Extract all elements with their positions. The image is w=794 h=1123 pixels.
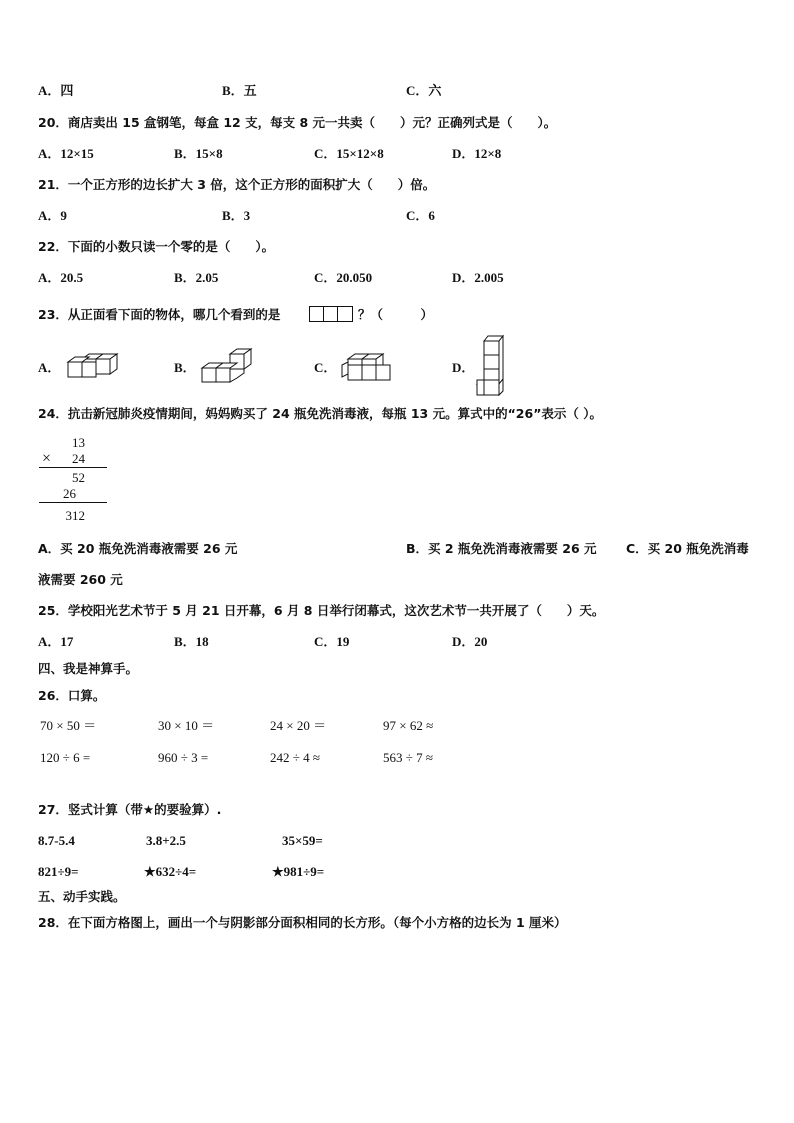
q24-option-b: B．买 2 瓶免洗消毒液需要 26 元 [406, 541, 597, 556]
q27-item-4: 821÷9= [38, 864, 79, 879]
q23-figure-b [200, 348, 252, 384]
q20-option-c: C．15×12×8 [314, 146, 384, 161]
q23-stem-answer: ？（ ） [358, 307, 434, 322]
q27-item-5: ★632÷4= [144, 864, 197, 879]
q21-option-a: A．9 [38, 208, 67, 223]
q24-rule-1 [39, 467, 107, 468]
q26-item-1: 70 × 50 ＝ [40, 718, 97, 733]
q23-figure-a [62, 353, 122, 383]
q22-option-d: D．2.005 [452, 270, 504, 285]
section-5-heading: 五、动手实践。 [38, 889, 126, 904]
three-squares-front-view [309, 306, 355, 323]
q21-stem: 21．一个正方形的边长扩大 3 倍，这个正方形的面积扩大（ ）倍。 [38, 177, 436, 192]
q22-option-a: A．20.5 [38, 270, 84, 285]
q24-rule-2 [39, 502, 107, 503]
q26-item-8: 563 ÷ 7 ≈ [383, 750, 434, 765]
q19-option-b: B．五 [222, 83, 257, 98]
q24-option-c-wrap: 液需要 260 元 [38, 572, 123, 587]
q20-stem: 20．商店卖出 15 盒钢笔，每盒 12 支，每支 8 元一共卖（ ）元？正确列式是（ ）。 [38, 115, 557, 130]
q25-option-c: C．19 [314, 634, 350, 649]
q23-option-a: A． [38, 360, 61, 375]
q24-partial-1: 52 [72, 470, 85, 485]
q20-option-b: B．15×8 [174, 146, 223, 161]
q26-item-6: 960 ÷ 3 = [158, 750, 209, 765]
q24-result: 312 [65, 508, 85, 523]
q24-stem: 24．抗击新冠肺炎疫情期间，妈妈购买了 24 瓶免洗消毒液，每瓶 13 元。算式中的“26”表示（ ）。 [38, 406, 603, 421]
q24-vertical-bottom: 24 [72, 451, 85, 466]
q24-partial-2: 26 [63, 486, 76, 501]
q23-option-c: C． [314, 360, 337, 375]
q28-stem: 28．在下面方格图上，画出一个与阴影部分面积相同的长方形。（每个小方格的边长为 1 厘米） [38, 915, 567, 930]
q24-option-a: A．买 20 瓶免洗消毒液需要 26 元 [38, 541, 238, 556]
q25-option-a: A．17 [38, 634, 74, 649]
q22-stem: 22．下面的小数只读一个零的是（ ）。 [38, 239, 275, 254]
q19-option-a: A．四 [38, 83, 74, 98]
q23-stem: 23．从正面看下面的物体，哪几个看到的是 [38, 307, 281, 322]
q24-vertical-top: 13 [72, 435, 85, 450]
q27-item-6: ★981÷9= [272, 864, 325, 879]
q23-option-d: D． [452, 360, 475, 375]
q21-option-b: B．3 [222, 208, 251, 223]
q27-item-1: 8.7-5.4 [38, 833, 75, 848]
q25-stem: 25．学校阳光艺术节于 5 月 21 日开幕，6 月 8 日举行闭幕式，这次艺术节一共开展了（ ）天。 [38, 603, 605, 618]
q20-option-d: D．12×8 [452, 146, 502, 161]
q23-figure-d [474, 335, 508, 397]
q27-item-3: 35×59= [282, 833, 323, 848]
q26-item-4: 97 × 62 ≈ [383, 718, 434, 733]
q25-option-d: D．20 [452, 634, 488, 649]
q20-option-a: A．12×15 [38, 146, 94, 161]
q24-option-c: C．买 20 瓶免洗消毒 [626, 541, 749, 556]
q19-option-c: C．六 [406, 83, 442, 98]
q26-stem: 26．口算。 [38, 688, 106, 703]
q25-option-b: B．18 [174, 634, 209, 649]
q22-option-c: C．20.050 [314, 270, 373, 285]
q23-option-b: B． [174, 360, 196, 375]
q26-item-2: 30 × 10 ＝ [158, 718, 215, 733]
q21-option-c: C．6 [406, 208, 435, 223]
q27-stem: 27．竖式计算（带★的要验算）. [38, 802, 222, 817]
q22-option-b: B．2.05 [174, 270, 219, 285]
q23-figure-c [340, 353, 396, 383]
q27-item-2: 3.8+2.5 [146, 833, 186, 848]
q24-times-sign: × [42, 450, 52, 467]
q26-item-5: 120 ÷ 6 = [40, 750, 91, 765]
q26-item-7: 242 ÷ 4 ≈ [270, 750, 321, 765]
q26-item-3: 24 × 20 ＝ [270, 718, 327, 733]
section-4-heading: 四、我是神算手。 [38, 661, 139, 676]
